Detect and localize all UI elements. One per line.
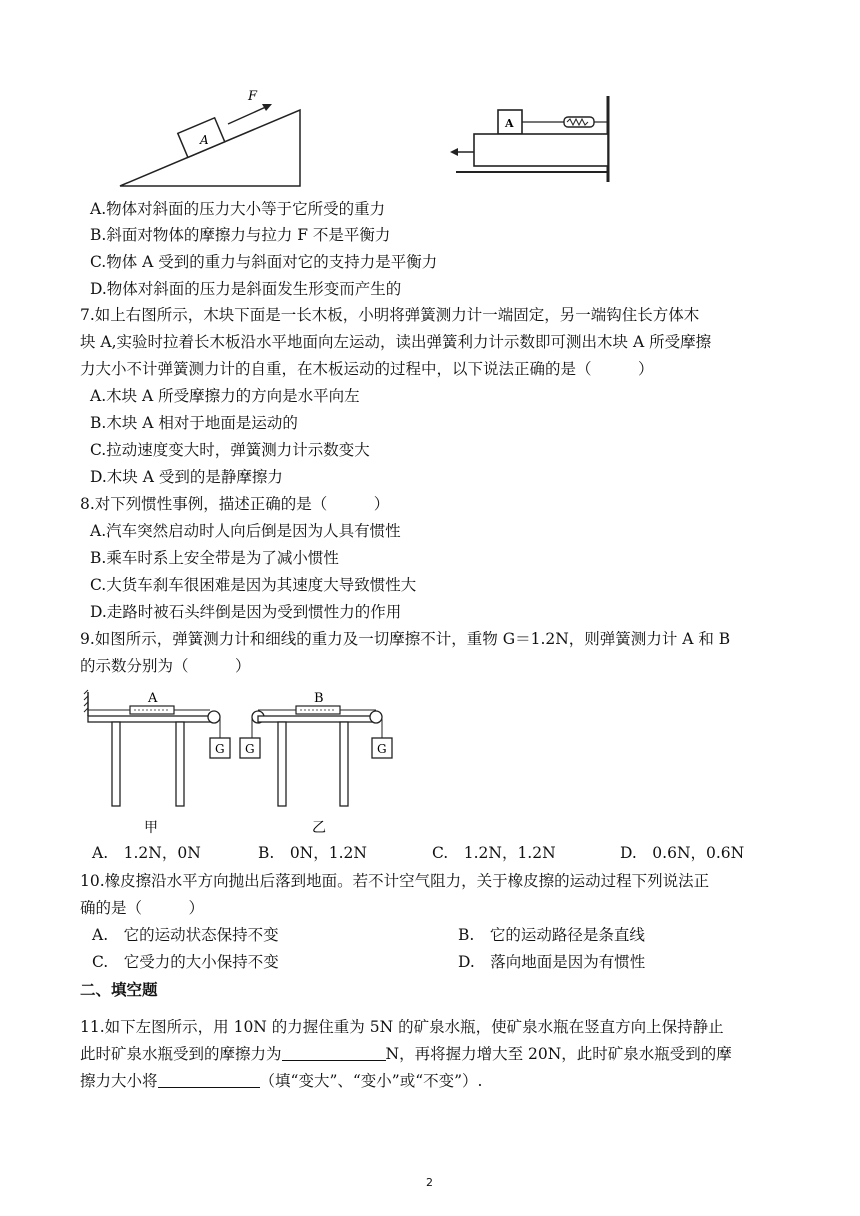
q7-option-d: D.木块 A 受到的是静摩擦力 xyxy=(90,468,283,486)
weight-g-1-label: G xyxy=(215,742,225,756)
q6-option-d: D.物体对斜面的压力是斜面发生形变而产生的 xyxy=(90,280,402,298)
setup-yi xyxy=(240,691,392,806)
q10-option-c: C. 它受力的大小保持不变 xyxy=(92,953,279,971)
page-number: 2 xyxy=(426,1176,433,1189)
q6-option-c: C.物体 A 受到的重力与斜面对它的支持力是平衡力 xyxy=(90,253,438,271)
q11-line-3 xyxy=(80,1070,483,1092)
q11-line-1: 11.如下左图所示，用 10N 的力握住重为 5N 的矿泉水瓶，使矿泉水瓶在竖直方向上保持静止 xyxy=(80,1018,724,1036)
q9-stem-line-1: 9.如图所示，弹簧测力计和细线的重力及一切摩擦不计，重物 G＝1.2N，则弹簧测力计 A 和 B xyxy=(80,630,731,648)
q7-stem-line-3: 力大小不计弹簧测力计的自重，在木板运动的过程中，以下说法正确的是（ ） xyxy=(80,360,654,378)
q10-stem-line-2: 确的是（ ） xyxy=(80,899,205,917)
section-title-fill-in: 二、填空题 xyxy=(80,981,158,999)
q10-stem-line-1: 10.橡皮擦沿水平方向抛出后落到地面。若不计空气阻力，关于橡皮擦的运动过程下列说法正 xyxy=(80,872,710,890)
incline-figure xyxy=(110,86,310,190)
weight-g-3-label: G xyxy=(377,742,387,756)
weight-g-2-label: G xyxy=(245,742,255,756)
q6-option-b: B.斜面对物体的摩擦力与拉力 F 不是平衡力 xyxy=(90,226,391,244)
q10-option-b: B. 它的运动路径是条直线 xyxy=(458,926,645,944)
force-arrow xyxy=(228,106,268,124)
label-a: A xyxy=(148,691,158,706)
q11-line-3-text-a: 擦力大小将 xyxy=(80,1072,158,1090)
force-label: F xyxy=(248,89,258,104)
q9-option-c: C. 1.2N，1.2N xyxy=(432,844,556,862)
board-figure xyxy=(446,92,622,184)
q11-line-2-text-a: 此时矿泉水瓶受到的摩擦力为 xyxy=(80,1045,282,1063)
q10-option-a: A. 它的运动状态保持不变 xyxy=(92,926,279,944)
label-b: B xyxy=(314,691,324,706)
q6-option-a: A.物体对斜面的压力大小等于它所受的重力 xyxy=(90,200,386,218)
q9-option-b: B. 0N，1.2N xyxy=(258,844,367,862)
q9-option-d: D. 0.6N，0.6N xyxy=(620,844,745,862)
q7-stem-line-2: 块 A,实验时拉着长木板沿水平地面向左运动，读出弹簧利力计示数即可测出木块 A 所受摩擦 xyxy=(80,333,712,351)
q11-line-2-text-b: N，再将握力增大至 20N，此时矿泉水瓶受到的摩 xyxy=(385,1045,732,1063)
q9-stem-line-2: 的示数分别为（ ） xyxy=(80,657,251,675)
q11-blank-1[interactable] xyxy=(282,1044,386,1061)
q8-option-c: C.大货车刹车很困难是因为其速度大导致惯性大 xyxy=(90,576,417,594)
pulley-figure xyxy=(82,686,402,838)
caption-yi: 乙 xyxy=(312,820,326,836)
caption-jia: 甲 xyxy=(144,820,158,836)
q7-option-a: A.木块 A 所受摩擦力的方向是水平向左 xyxy=(90,387,360,405)
long-board xyxy=(474,134,608,166)
q11-blank-2[interactable] xyxy=(158,1071,260,1088)
incline-block-label: A xyxy=(200,133,209,147)
q7-stem-line-1: 7.如上右图所示，木块下面是一长木板，小明将弹簧测力计一端固定，另一端钩住长方体木 xyxy=(80,306,700,324)
q9-option-a: A. 1.2N，0N xyxy=(92,844,201,862)
pull-arrow-head xyxy=(450,148,458,156)
board-block-label: A xyxy=(505,117,514,130)
q8-option-a: A.汽车突然启动时人向后倒是因为人具有惯性 xyxy=(90,522,401,540)
q8-option-b: B.乘车时系上安全带是为了减小惯性 xyxy=(90,549,339,567)
q10-option-d: D. 落向地面是因为有惯性 xyxy=(458,953,646,971)
q11-line-2 xyxy=(80,1043,732,1065)
q11-line-3-text-b: （填“变大”、“变小”或“不变”）. xyxy=(259,1072,483,1090)
q7-option-c: C.拉动速度变大时，弹簧测力计示数变大 xyxy=(90,441,370,459)
q7-option-b: B.木块 A 相对于地面是运动的 xyxy=(90,414,298,432)
q8-option-d: D.走路时被石头绊倒是因为受到惯性力的作用 xyxy=(90,603,402,621)
setup-jia xyxy=(84,690,230,806)
q8-stem: 8.对下列惯性事例，描述正确的是（ ） xyxy=(80,495,390,513)
